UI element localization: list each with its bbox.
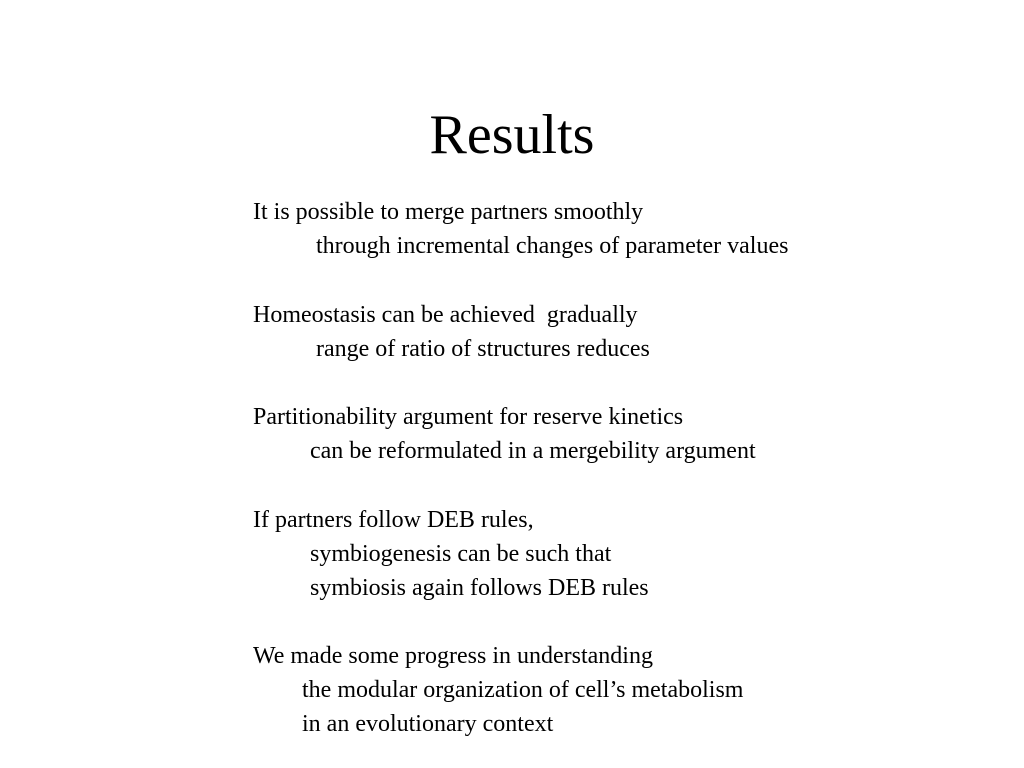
slide-title-text: Results — [429, 104, 595, 166]
result-heading-1: It is possible to merge partners smoothly — [253, 199, 644, 225]
result-detail-5-2: in an evolutionary context — [302, 711, 554, 737]
result-heading-3: Partitionability argument for reserve kinetics — [253, 404, 684, 430]
result-detail-4-1: symbiogenesis can be such that — [310, 541, 612, 567]
result-heading-5: We made some progress in understanding — [253, 643, 653, 669]
slide-title — [0, 100, 1024, 170]
result-detail-1-1: through incremental changes of parameter values — [316, 233, 789, 259]
result-heading-4: If partners follow DEB rules, — [253, 507, 534, 533]
result-detail-3-1: can be reformulated in a mergebility argument — [310, 438, 756, 464]
result-detail-2-1: range of ratio of structures reduces — [316, 336, 650, 362]
result-detail-5-1: the modular organization of cell’s metabolism — [302, 677, 744, 703]
result-detail-4-2: symbiosis again follows DEB rules — [310, 575, 649, 601]
result-heading-2: Homeostasis can be achieved gradually — [253, 302, 638, 328]
